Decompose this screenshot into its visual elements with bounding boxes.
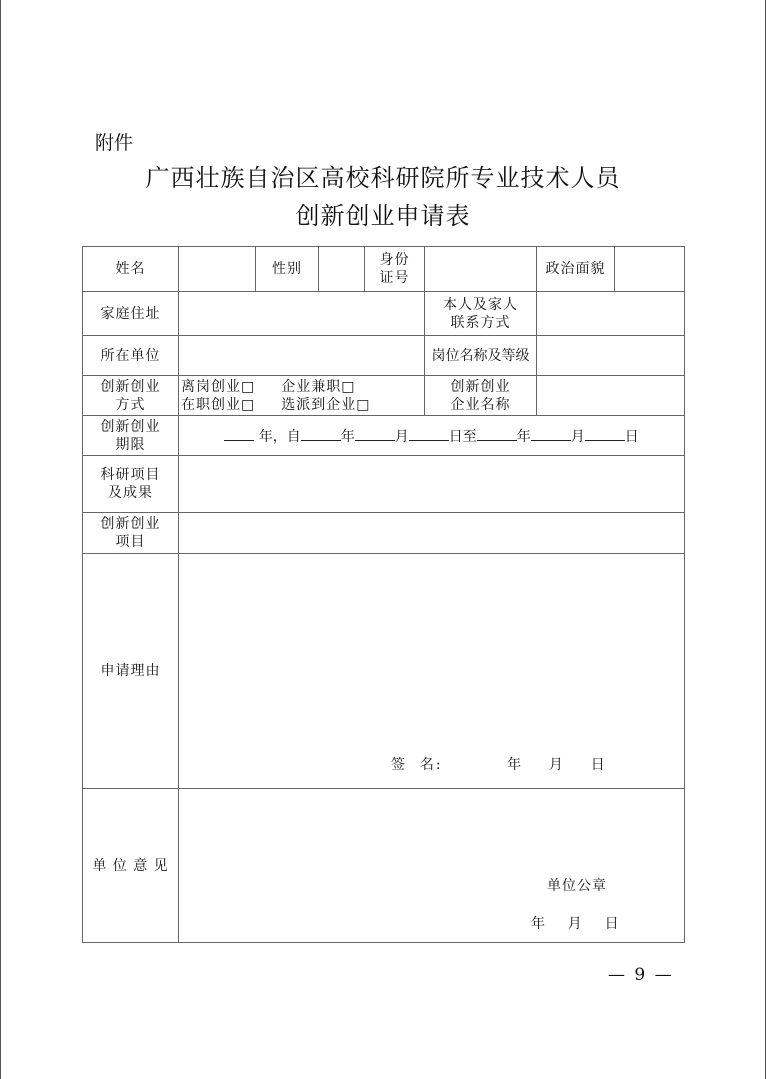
- contact-label-line1: 本人及家人: [443, 296, 518, 313]
- opinion-label: 单 位 意 见: [83, 789, 179, 943]
- research-field[interactable]: [179, 456, 685, 513]
- period-start-day-text: 日至: [448, 428, 477, 445]
- mode-option-onjob[interactable]: 在职创业□: [181, 396, 256, 413]
- project-label-line1: 创新创业: [100, 516, 161, 532]
- period-label-line2: 期限: [115, 436, 146, 453]
- period-start-month-text: 月: [394, 428, 409, 445]
- reason-label: 申请理由: [83, 554, 179, 789]
- mode-label: [83, 376, 179, 416]
- period-blank-end-month[interactable]: [531, 426, 571, 441]
- company-field[interactable]: [537, 376, 685, 416]
- period-blank-start-year[interactable]: [301, 426, 341, 441]
- company-label-line2: 企业名称: [450, 396, 511, 413]
- project-label: [83, 513, 179, 554]
- contact-field[interactable]: [537, 292, 685, 336]
- period-label: [83, 416, 179, 456]
- research-label-line2: 及成果: [108, 485, 153, 501]
- period-end-day-text: 日: [624, 428, 639, 445]
- id-label-line2: 证号: [379, 270, 410, 286]
- gender-label: 性别: [256, 247, 319, 292]
- period-blank-end-year[interactable]: [477, 426, 517, 441]
- post-label: 岗位名称及等级: [425, 336, 537, 376]
- post-field[interactable]: [537, 336, 685, 376]
- project-label-line2: 项目: [115, 534, 146, 550]
- address-field[interactable]: [179, 292, 425, 336]
- id-label-line1: 身份: [379, 252, 410, 268]
- period-year-text: 年，自: [258, 428, 301, 445]
- mode-options: [179, 376, 425, 416]
- page-number: — 9 —: [608, 965, 674, 985]
- application-form: [82, 246, 684, 942]
- reason-field[interactable]: [179, 554, 685, 789]
- name-field[interactable]: [179, 247, 256, 292]
- company-label-line1: 创新创业: [450, 378, 511, 395]
- document-title-line1: 广西壮族自治区高校科研院所专业技术人员: [145, 164, 621, 192]
- project-field[interactable]: [179, 513, 685, 554]
- research-label-line1: 科研项目: [100, 467, 161, 483]
- political-field[interactable]: [615, 247, 685, 292]
- period-end-year-text: 年: [516, 428, 531, 445]
- mode-label-line1: 创新创业: [100, 378, 161, 395]
- political-label: 政治面貌: [537, 247, 615, 292]
- period-field[interactable]: [179, 416, 685, 456]
- contact-label: [425, 292, 537, 336]
- period-label-line1: 创新创业: [100, 418, 161, 435]
- period-blank-end-day[interactable]: [585, 426, 625, 441]
- seal-label: 单位公章: [547, 878, 607, 894]
- period-end-month-text: 月: [570, 428, 585, 445]
- id-label: [365, 247, 425, 292]
- period-blank-count[interactable]: [224, 426, 254, 441]
- name-label: 姓名: [83, 247, 179, 292]
- unit-field[interactable]: [179, 336, 425, 376]
- mode-option-parttime[interactable]: 企业兼职□: [281, 378, 356, 395]
- mode-option-leave[interactable]: 离岗创业□: [181, 378, 256, 395]
- period-blank-start-month[interactable]: [355, 426, 395, 441]
- opinion-date-line: 年 月 日: [531, 916, 620, 932]
- signature-line: 签 名: 年 月 日: [391, 757, 607, 773]
- mode-label-line2: 方式: [115, 396, 146, 413]
- document-title-line2: 创新创业申请表: [295, 202, 471, 230]
- research-label: [83, 456, 179, 513]
- gender-field[interactable]: [319, 247, 365, 292]
- id-number-field[interactable]: [425, 247, 537, 292]
- company-label: [425, 376, 537, 416]
- mode-option-dispatch[interactable]: 选派到企业□: [281, 396, 371, 413]
- opinion-field[interactable]: [179, 789, 685, 943]
- attachment-label: 附件: [95, 132, 134, 154]
- period-blank-start-day[interactable]: [409, 426, 449, 441]
- address-label: 家庭住址: [83, 292, 179, 336]
- contact-label-line2: 联系方式: [450, 314, 511, 331]
- period-start-year-text: 年: [340, 428, 355, 445]
- unit-label: 所在单位: [83, 336, 179, 376]
